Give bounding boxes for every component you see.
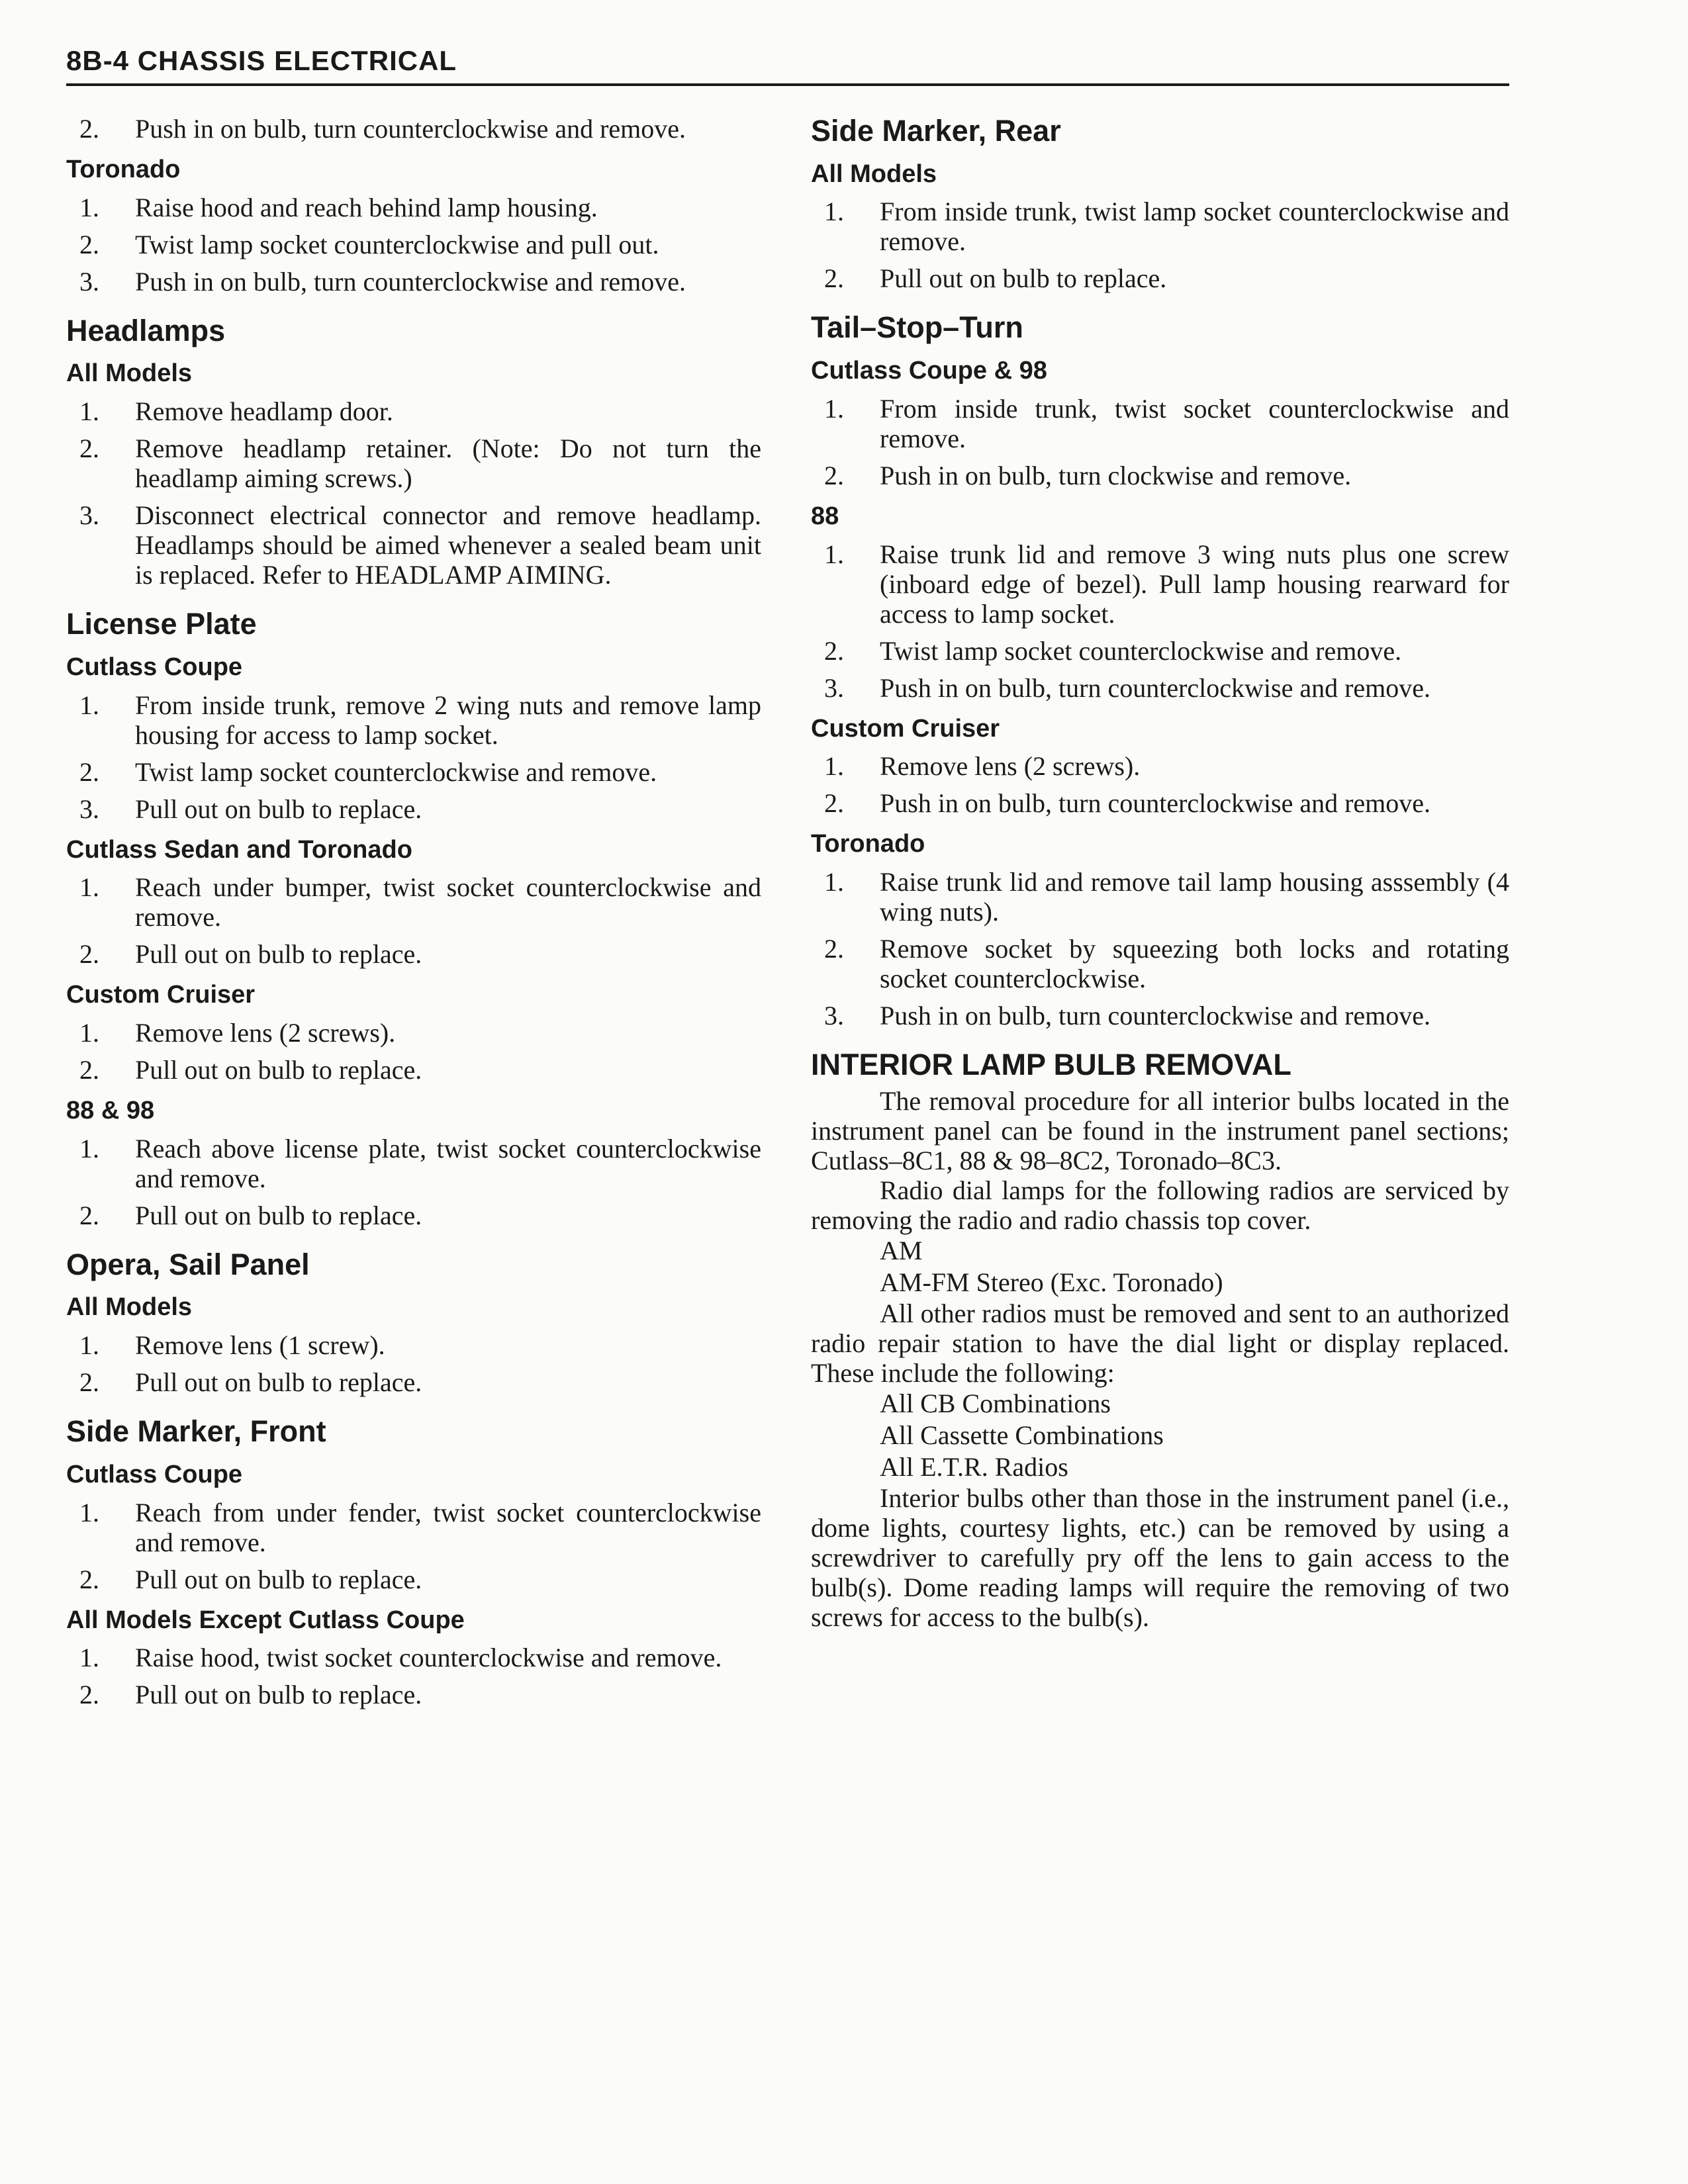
step-item [66, 757, 761, 787]
step-item [811, 263, 1509, 293]
section-title: INTERIOR LAMP BULB REMOVAL [811, 1047, 1291, 1081]
step-text: Raise hood and reach behind lamp housing. [135, 192, 598, 222]
step-text: Reach from under fender, twist socket counterclockwise and remove. [135, 1497, 761, 1557]
subsection-title: 88 [811, 502, 839, 530]
step-number: 2. [824, 460, 844, 490]
step-text: Reach above license plate, twist socket counterclockwise and remove. [135, 1133, 761, 1193]
steps-list [66, 872, 761, 969]
paragraph: Radio dial lamps for the following radios are serviced by removing the radio and radio chassis top cover. [811, 1175, 1509, 1235]
step-item [811, 197, 1509, 256]
step-item [66, 872, 761, 932]
step-item [66, 1565, 761, 1594]
steps-list [66, 193, 761, 296]
step-number: 2. [79, 114, 99, 144]
step-text: Push in on bulb, turn counterclockwise and remove. [135, 114, 686, 144]
section-title: License Plate [66, 607, 257, 641]
step-text: Raise trunk lid and remove 3 wing nuts plus one screw (inboard edge of bezel). Pull lamp housing rearward for access to lamp socket. [880, 539, 1509, 629]
step-text: Twist lamp socket counterclockwise and pull out. [135, 229, 659, 259]
step-item [66, 1498, 761, 1557]
step-number: 2. [79, 433, 99, 464]
steps-list [811, 539, 1509, 703]
step-number: 2. [79, 756, 99, 787]
step-number: 3. [824, 1000, 844, 1030]
step-text: Push in on bulb, turn clockwise and remove. [880, 460, 1352, 490]
step-number: 1. [79, 872, 99, 903]
subsection-title: Custom Cruiser [811, 714, 1000, 743]
paragraph: All other radios must be removed and sent to an authorized radio repair station to have the dial light or display replaced. These include the following: [811, 1298, 1509, 1388]
section-title: Side Marker, Front [66, 1414, 326, 1449]
subsection-title: 88 & 98 [66, 1096, 155, 1124]
step-number: 1. [79, 1133, 99, 1163]
step-text: Twist lamp socket counterclockwise and remove. [880, 635, 1402, 666]
step-number: 2. [79, 229, 99, 259]
steps-list [66, 1643, 761, 1709]
step-text: Raise trunk lid and remove tail lamp housing asssembly (4 wing nuts). [880, 866, 1509, 927]
step-number: 1. [79, 690, 99, 720]
paragraph: The removal procedure for all interior bulbs located in the instrument panel can be found in the instrument panel sections; Cutlass–8C1, 88 & 98–8C2, Toronado–8C3. [811, 1085, 1509, 1175]
steps-list [66, 1018, 761, 1085]
step-text: Pull out on bulb to replace. [135, 1200, 422, 1230]
header-rule [66, 83, 1509, 86]
step-text: Pull out on bulb to replace. [880, 263, 1167, 294]
step-text: From inside trunk, twist socket counterclockwise and remove. [880, 393, 1509, 453]
step-text: From inside trunk, twist lamp socket counterclockwise and remove. [880, 197, 1509, 257]
subsection-title: Custom Cruiser [66, 981, 256, 1009]
step-item [811, 461, 1509, 490]
step-item [66, 939, 761, 969]
step-text: Remove socket by squeezing both locks and rotating socket counterclockwise. [880, 933, 1509, 993]
step-number: 2. [824, 263, 844, 294]
step-item [66, 433, 761, 493]
step-item [66, 1018, 761, 1048]
step-number: 1. [79, 1330, 99, 1361]
steps-list [66, 396, 761, 590]
step-number: 1. [824, 751, 844, 782]
step-item [811, 934, 1509, 993]
steps-list [66, 1330, 761, 1397]
steps-list [811, 867, 1509, 1030]
step-number: 2. [824, 933, 844, 964]
step-number: 1. [824, 393, 844, 424]
subsection-title: All Models [66, 359, 193, 388]
subsection-title: Cutlass Coupe & 98 [811, 357, 1047, 385]
steps-list [66, 114, 761, 144]
step-number: 2. [79, 1564, 99, 1594]
step-number: 3. [79, 266, 99, 296]
step-number: 1. [824, 539, 844, 569]
step-text: From inside trunk, remove 2 wing nuts and remove lamp housing for access to lamp socket. [135, 690, 761, 750]
step-item [66, 193, 761, 222]
step-text: Reach under bumper, twist socket counterclockwise and remove. [135, 872, 761, 933]
step-item [66, 1134, 761, 1193]
step-item [811, 751, 1509, 781]
step-number: 1. [79, 1017, 99, 1048]
subsection-title: Cutlass Coupe [66, 653, 243, 681]
radio-item: All Cassette Combinations [880, 1420, 1164, 1450]
step-number: 1. [824, 866, 844, 897]
subsection-title: Toronado [66, 156, 181, 183]
section-title: Opera, Sail Panel [66, 1247, 310, 1281]
right-column [811, 114, 1509, 1632]
step-item [66, 1055, 761, 1085]
left-column [66, 114, 761, 1717]
step-text: Remove lens (2 screws). [880, 751, 1141, 782]
step-number: 1. [79, 396, 99, 427]
steps-list [66, 1498, 761, 1594]
subsection-title: Cutlass Sedan and Toronado [66, 835, 412, 864]
radio-item: AM-FM Stereo (Exc. Toronado) [880, 1267, 1223, 1297]
step-item [66, 1330, 761, 1360]
steps-list [66, 1134, 761, 1230]
step-item [811, 867, 1509, 927]
step-item [66, 114, 761, 144]
step-number: 2. [79, 939, 99, 970]
step-item [66, 794, 761, 824]
subsection-title: All Models Except Cutlass Coupe [66, 1606, 465, 1634]
steps-list [811, 394, 1509, 490]
step-text: Push in on bulb, turn counterclockwise and remove. [880, 672, 1431, 703]
step-text: Pull out on bulb to replace. [135, 939, 422, 970]
step-number: 1. [79, 1497, 99, 1527]
subsection-title: Toronado [811, 830, 925, 858]
step-number: 2. [79, 1200, 99, 1230]
step-text: Push in on bulb, turn counterclockwise and remove. [880, 788, 1431, 819]
step-number: 2. [79, 1054, 99, 1085]
step-number: 1. [824, 197, 844, 227]
section-title: Side Marker, Rear [811, 114, 1061, 148]
step-item [811, 788, 1509, 818]
radio-item: AM [880, 1235, 923, 1265]
step-text: Pull out on bulb to replace. [135, 1367, 422, 1398]
step-text: Disconnect electrical connector and remove headlamp. Headlamps should be aimed whenever a sealed beam unit is replaced. Refer to HEADLAMP AIMING. [135, 500, 761, 590]
step-text: Pull out on bulb to replace. [135, 1564, 422, 1594]
step-item [811, 1001, 1509, 1030]
subsection-title: All Models [66, 1293, 193, 1322]
step-item [66, 500, 761, 590]
step-text: Raise hood, twist socket counterclockwise and remove. [135, 1643, 722, 1673]
step-number: 3. [79, 500, 99, 531]
step-text: Remove headlamp retainer. (Note: Do not turn the headlamp aiming screws.) [135, 433, 761, 494]
subsection-title: All Models [811, 159, 937, 188]
step-text: Pull out on bulb to replace. [135, 794, 422, 824]
step-item [811, 636, 1509, 666]
step-number: 2. [824, 635, 844, 666]
section-title: Tail–Stop–Turn [811, 310, 1023, 345]
radio-item: All CB Combinations [880, 1388, 1111, 1418]
step-number: 3. [79, 794, 99, 824]
step-text: Push in on bulb, turn counterclockwise and remove. [880, 1000, 1431, 1030]
step-item [66, 267, 761, 296]
radio-item: All E.T.R. Radios [880, 1451, 1068, 1482]
step-number: 2. [824, 788, 844, 819]
subsection-title: Cutlass Coupe [66, 1460, 243, 1488]
step-number: 2. [79, 1680, 99, 1710]
step-text: Remove headlamp door. [135, 396, 393, 427]
step-text: Push in on bulb, turn counterclockwise and remove. [135, 266, 686, 296]
step-item [811, 539, 1509, 629]
step-item [66, 230, 761, 259]
step-text: Twist lamp socket counterclockwise and remove. [135, 756, 657, 787]
steps-list [811, 751, 1509, 818]
step-text: Remove lens (2 screws). [135, 1017, 396, 1048]
step-number: 1. [79, 192, 99, 222]
step-item [811, 673, 1509, 703]
step-item [66, 1643, 761, 1672]
step-text: Remove lens (1 screw). [135, 1330, 385, 1361]
step-item [66, 1201, 761, 1230]
page-header: 8B-4 CHASSIS ELECTRICAL [66, 45, 457, 76]
step-number: 3. [824, 672, 844, 703]
step-text: Pull out on bulb to replace. [135, 1680, 422, 1710]
section-title: Headlamps [66, 313, 226, 347]
steps-list [811, 197, 1509, 293]
step-item [66, 396, 761, 426]
step-item [66, 690, 761, 750]
steps-list [66, 690, 761, 824]
step-item [66, 1367, 761, 1397]
step-number: 1. [79, 1643, 99, 1673]
step-item [811, 394, 1509, 453]
step-item [66, 1680, 761, 1709]
paragraph: Interior bulbs other than those in the instrument panel (i.e., dome lights, courtesy lights, etc.) can be removed by using a screwdriver to carefully pry off the lens to gain access to the bulb(s). Dome reading lamps will require the removing of two screws for access to the bulb(s). [811, 1482, 1509, 1632]
step-text: Pull out on bulb to replace. [135, 1054, 422, 1085]
step-number: 2. [79, 1367, 99, 1398]
